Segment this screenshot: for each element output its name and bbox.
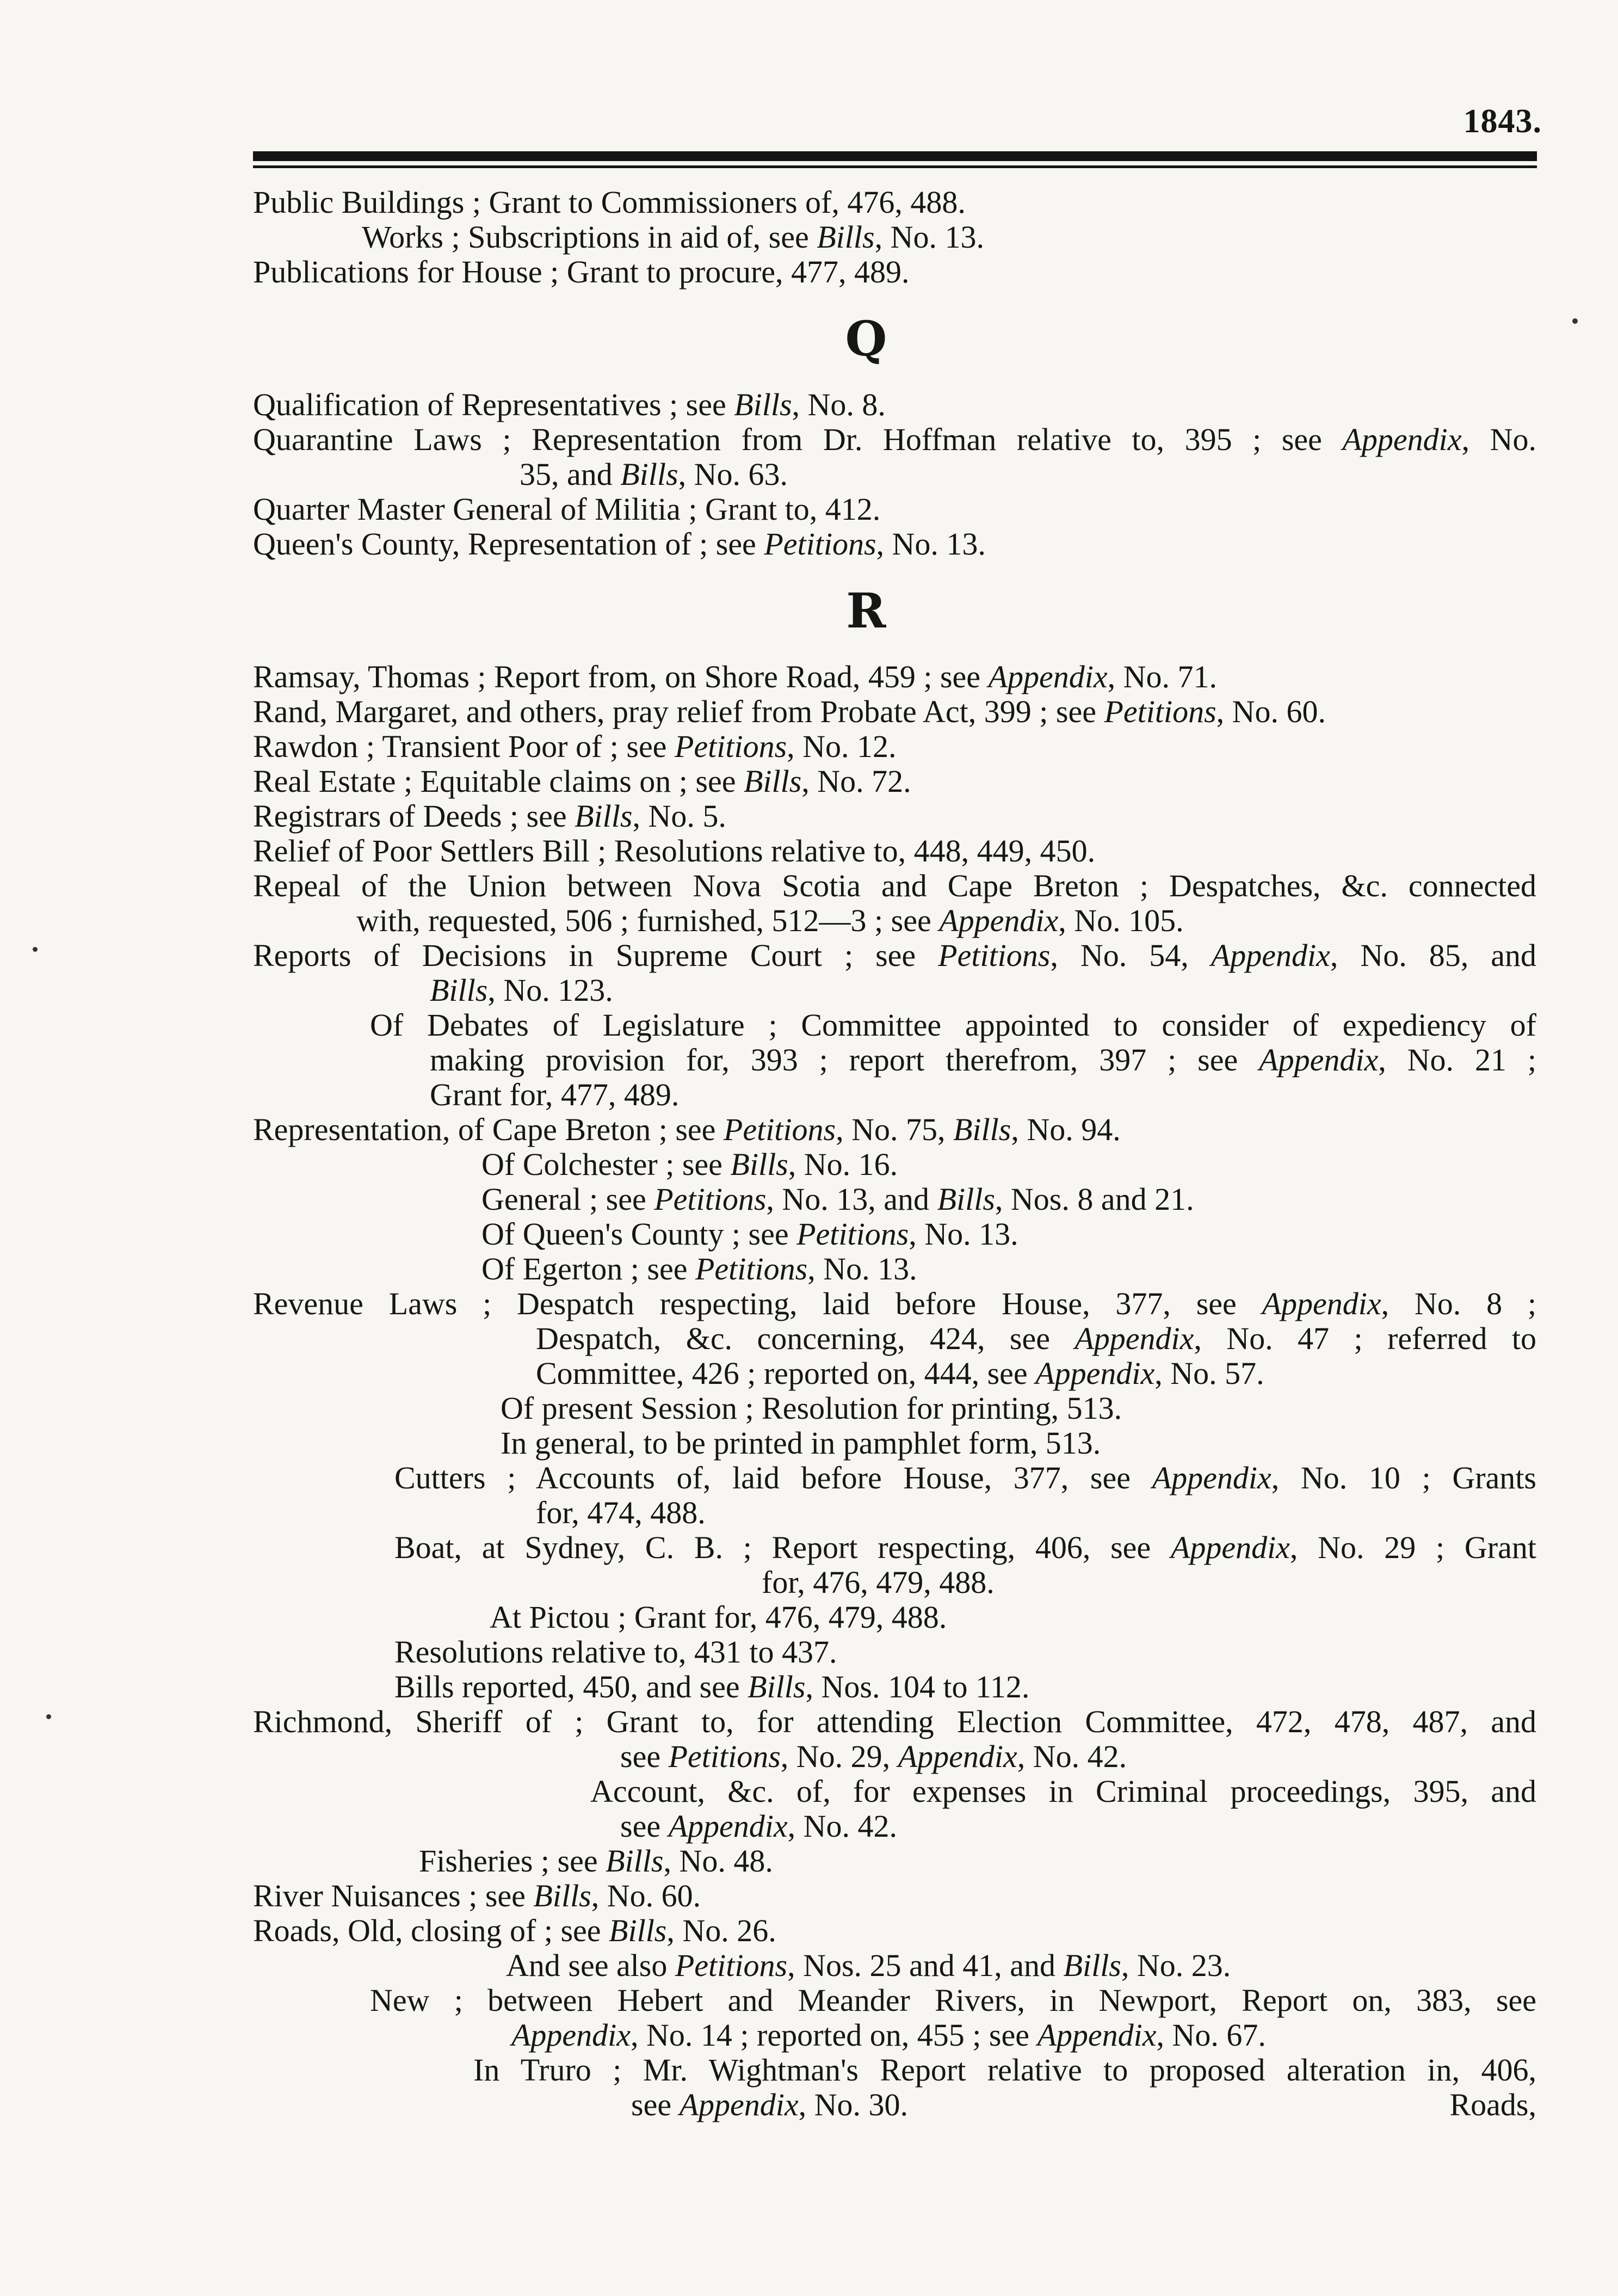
entry-text: Publications for House ; Grant to procure, 477, 489. bbox=[253, 254, 910, 290]
index-line bbox=[0, 255, 1618, 290]
italic-reference: Appendix bbox=[1259, 1043, 1379, 1078]
index-line bbox=[0, 660, 1618, 694]
index-line bbox=[0, 1495, 1618, 1530]
entry-text: Boat, at Sydney, C. B. ; Report respecting, 406, see bbox=[394, 1530, 1171, 1565]
entry-text: Works ; Subscriptions in aid of, see bbox=[362, 219, 817, 255]
index-line bbox=[0, 457, 1618, 492]
index-line bbox=[0, 1704, 1618, 1739]
entry-text: , No. 29, bbox=[780, 1739, 898, 1774]
index-line bbox=[0, 387, 1618, 422]
entry-text: Grant for, 477, 489. bbox=[430, 1077, 680, 1112]
entry-text: see bbox=[620, 1808, 669, 1844]
index-line bbox=[0, 1600, 1618, 1635]
index-line bbox=[0, 1217, 1618, 1252]
index-line bbox=[0, 1739, 1618, 1774]
italic-reference: Petitions bbox=[675, 1948, 788, 1983]
entry-text: , No. 5. bbox=[632, 798, 726, 834]
entry-text: At Pictou ; Grant for, 476, 479, 488. bbox=[490, 1599, 947, 1635]
entry-text: Fisheries ; see bbox=[419, 1843, 606, 1879]
entry-text: , No. 48. bbox=[663, 1843, 773, 1879]
italic-reference: Appendix bbox=[1152, 1461, 1271, 1495]
index-line bbox=[0, 1426, 1618, 1461]
index-line bbox=[0, 1983, 1618, 2018]
italic-reference: Appendix bbox=[1211, 938, 1330, 973]
index-line bbox=[0, 1879, 1618, 1913]
entry-text: , No. 13. bbox=[909, 1216, 1018, 1252]
entry-text: General ; see bbox=[481, 1181, 654, 1217]
index-line bbox=[0, 1147, 1618, 1182]
entry-text: Reports of Decisions in Supreme Court ; see bbox=[253, 938, 938, 973]
index-line bbox=[0, 869, 1618, 903]
index-line bbox=[0, 1321, 1618, 1356]
italic-reference: Bills bbox=[1063, 1948, 1121, 1983]
entry-text: , No. 10 ; Grants bbox=[1271, 1461, 1536, 1495]
index-entries bbox=[0, 185, 1618, 2122]
italic-reference: Appendix bbox=[679, 2087, 799, 2122]
index-line bbox=[0, 938, 1618, 973]
entry-text: 35, and bbox=[520, 457, 621, 492]
index-line bbox=[0, 1809, 1618, 1844]
entry-text: , No. 13. bbox=[807, 1251, 917, 1287]
italic-reference: Petitions bbox=[695, 1251, 808, 1287]
entry-text: , No. 123. bbox=[487, 972, 613, 1008]
index-line bbox=[0, 185, 1618, 220]
entry-text: Committee, 426 ; reported on, 444, see bbox=[536, 1356, 1036, 1391]
entry-text: Of present Session ; Resolution for printing, 513. bbox=[501, 1390, 1122, 1426]
index-line bbox=[0, 220, 1618, 255]
italic-reference: Appendix bbox=[1037, 2017, 1157, 2053]
index-line bbox=[0, 1670, 1618, 1704]
entry-text: Registrars of Deeds ; see bbox=[253, 798, 575, 834]
section-letter-r: R bbox=[846, 582, 886, 639]
entry-text: , No. 30. bbox=[798, 2087, 908, 2122]
entry-text: Rand, Margaret, and others, pray relief from Probate Act, 399 ; see bbox=[253, 694, 1104, 729]
index-line bbox=[0, 1356, 1618, 1391]
italic-reference: Bills bbox=[620, 457, 678, 492]
italic-reference: Appendix bbox=[1035, 1356, 1155, 1391]
entry-text: , No. 29 ; Grant bbox=[1289, 1530, 1536, 1565]
italic-reference: Bills bbox=[609, 1913, 667, 1948]
italic-reference: Petitions bbox=[764, 526, 876, 562]
entry-text: , Nos. 8 and 21. bbox=[995, 1181, 1194, 1217]
page-year: 1843. bbox=[1463, 103, 1542, 140]
entry-text: , No. 8. bbox=[792, 387, 886, 422]
italic-reference: Petitions bbox=[938, 938, 1051, 973]
header-rule-thin bbox=[253, 165, 1537, 168]
index-line bbox=[0, 1565, 1618, 1600]
index-line bbox=[0, 1008, 1618, 1043]
entry-text: with, requested, 506 ; furnished, 512—3 ; see bbox=[356, 903, 940, 938]
entry-text: Roads, Old, closing of ; see bbox=[253, 1913, 609, 1948]
index-line bbox=[0, 1774, 1618, 1809]
entry-text: , No. 67. bbox=[1156, 2017, 1266, 2053]
entry-text: Public Buildings ; Grant to Commissioners of, 476, 488. bbox=[253, 184, 966, 220]
index-line bbox=[0, 1948, 1618, 1983]
entry-text: , No. 60. bbox=[591, 1878, 701, 1913]
entry-text: , No. 94. bbox=[1011, 1112, 1121, 1147]
entry-text: , No. 85, and bbox=[1330, 938, 1537, 973]
entry-text: , No. 63. bbox=[678, 457, 788, 492]
entry-text: Quarter Master General of Militia ; Grant to, 412. bbox=[253, 491, 881, 527]
index-line bbox=[0, 2053, 1618, 2088]
entry-text: , No. 16. bbox=[788, 1147, 898, 1182]
index-line bbox=[0, 1844, 1618, 1879]
entry-text: New ; between Hebert and Meander Rivers, in Newport, Report on, 383, see bbox=[370, 1983, 1536, 2018]
index-line bbox=[0, 492, 1618, 527]
entry-text: , No. 57. bbox=[1154, 1356, 1264, 1391]
entry-text: , No. 12. bbox=[787, 729, 897, 764]
entry-text: In Truro ; Mr. Wightman's Report relative to proposed alteration in, 406, bbox=[473, 2053, 1536, 2088]
entry-text: Account, &c. of, for expenses in Criminal proceedings, 395, and bbox=[590, 1774, 1536, 1809]
entry-text: , No. 47 ; referred to bbox=[1194, 1321, 1536, 1356]
entry-text: , No. 21 ; bbox=[1378, 1043, 1537, 1078]
italic-reference: Appendix bbox=[1342, 422, 1462, 457]
italic-reference: Appendix bbox=[511, 2017, 631, 2053]
entry-text: making provision for, 393 ; report therefrom, 397 ; see bbox=[430, 1043, 1259, 1078]
italic-reference: Bills bbox=[734, 387, 792, 422]
entry-text: , No. bbox=[1461, 422, 1536, 457]
index-line bbox=[0, 799, 1618, 834]
index-line bbox=[0, 1043, 1618, 1078]
section-letter-q: Q bbox=[845, 310, 887, 367]
entry-text: In general, to be printed in pamphlet form, 513. bbox=[501, 1425, 1101, 1461]
italic-reference: Appendix bbox=[1262, 1287, 1381, 1321]
entry-text: Queen's County, Representation of ; see bbox=[253, 526, 764, 562]
index-line bbox=[0, 1252, 1618, 1287]
entry-text: , Nos. 25 and 41, and bbox=[787, 1948, 1064, 1983]
italic-reference: Appendix bbox=[1074, 1321, 1194, 1356]
entry-text: Repeal of the Union between Nova Scotia and Cape Breton ; Despatches, &c. connected bbox=[253, 869, 1536, 903]
entry-text: Representation, of Cape Breton ; see bbox=[253, 1112, 724, 1147]
index-line bbox=[0, 1287, 1618, 1321]
index-line bbox=[0, 834, 1618, 869]
entry-text: Real Estate ; Equitable claims on ; see bbox=[253, 764, 744, 799]
italic-reference: Bills bbox=[730, 1147, 788, 1182]
italic-reference: Petitions bbox=[668, 1739, 781, 1774]
index-line bbox=[0, 1078, 1618, 1112]
entry-text: Of Debates of Legislature ; Committee appointed to consider of expediency of bbox=[370, 1008, 1536, 1043]
entry-text: River Nuisances ; see bbox=[253, 1878, 534, 1913]
entry-text: , No. 72. bbox=[801, 764, 911, 799]
index-line bbox=[0, 2088, 1618, 2122]
entry-text: Resolutions relative to, 431 to 437. bbox=[394, 1634, 837, 1670]
index-line bbox=[0, 1530, 1618, 1565]
italic-reference: Appendix bbox=[898, 1739, 1017, 1774]
italic-reference: Petitions bbox=[723, 1112, 836, 1147]
entry-text: see bbox=[631, 2087, 680, 2122]
index-line bbox=[0, 1112, 1618, 1147]
italic-reference: Bills bbox=[575, 798, 633, 834]
italic-reference: Bills bbox=[748, 1669, 806, 1704]
entry-text: for, 476, 479, 488. bbox=[762, 1565, 995, 1600]
entry-text: , No. 13, and bbox=[766, 1181, 937, 1217]
index-line bbox=[0, 1461, 1618, 1495]
index-line bbox=[0, 1635, 1618, 1670]
index-line bbox=[0, 422, 1618, 457]
index-line bbox=[0, 729, 1618, 764]
entry-text: Bills reported, 450, and see bbox=[394, 1669, 748, 1704]
italic-reference: Petitions bbox=[796, 1216, 909, 1252]
entry-text: , No. 54, bbox=[1050, 938, 1211, 973]
italic-reference: Appendix bbox=[1170, 1530, 1290, 1565]
italic-reference: Petitions bbox=[674, 729, 787, 764]
italic-reference: Appendix bbox=[668, 1808, 788, 1844]
italic-reference: Appendix bbox=[939, 903, 1059, 938]
index-line bbox=[0, 973, 1618, 1008]
entry-text: Quarantine Laws ; Representation from Dr. Hoffman relative to, 395 ; see bbox=[253, 422, 1343, 457]
header-rule-thick bbox=[253, 151, 1537, 161]
italic-reference: Bills bbox=[743, 764, 802, 799]
entry-text: Ramsay, Thomas ; Report from, on Shore Road, 459 ; see bbox=[253, 659, 989, 694]
entry-text: , No. 13. bbox=[876, 526, 986, 562]
italic-reference: Bills bbox=[953, 1112, 1011, 1147]
index-line bbox=[0, 694, 1618, 729]
entry-text: Qualification of Representatives ; see bbox=[253, 387, 734, 422]
entry-text: , No. 75, bbox=[836, 1112, 953, 1147]
entry-text: , No. 42. bbox=[1017, 1739, 1127, 1774]
entry-text: Revenue Laws ; Despatch respecting, laid before House, 377, see bbox=[253, 1287, 1262, 1321]
index-line bbox=[0, 903, 1618, 938]
entry-text: , Nos. 104 to 112. bbox=[805, 1669, 1030, 1704]
entry-text: , No. 60. bbox=[1216, 694, 1326, 729]
italic-reference: Bills bbox=[533, 1878, 591, 1913]
entry-text: , No. 14 ; reported on, 455 ; see bbox=[631, 2017, 1038, 2053]
entry-text: And see also bbox=[506, 1948, 675, 1983]
entry-text: , No. 105. bbox=[1058, 903, 1184, 938]
entry-text: see bbox=[620, 1739, 669, 1774]
index-line bbox=[0, 1391, 1618, 1426]
catchword: Roads, bbox=[1449, 2087, 1536, 2122]
index-line bbox=[0, 527, 1618, 562]
entry-text: Despatch, &c. concerning, 424, see bbox=[536, 1321, 1075, 1356]
entry-text: Richmond, Sheriff of ; Grant to, for attending Election Committee, 472, 478, 487, and bbox=[253, 1704, 1536, 1739]
italic-reference: Petitions bbox=[1104, 694, 1216, 729]
italic-reference: Bills bbox=[817, 219, 875, 255]
entry-text: for, 474, 488. bbox=[536, 1495, 706, 1530]
entry-text: Of Egerton ; see bbox=[481, 1251, 695, 1287]
entry-text: Of Colchester ; see bbox=[481, 1147, 731, 1182]
entry-text: , No. 42. bbox=[787, 1808, 897, 1844]
index-line bbox=[0, 1913, 1618, 1948]
italic-reference: Bills bbox=[430, 972, 488, 1008]
entry-text: , No. 71. bbox=[1107, 659, 1217, 694]
entry-text: , No. 23. bbox=[1121, 1948, 1231, 1983]
entry-text: Cutters ; Accounts of, laid before House, 377, see bbox=[394, 1461, 1152, 1495]
entry-text: , No. 8 ; bbox=[1381, 1287, 1537, 1321]
entry-text: Of Queen's County ; see bbox=[481, 1216, 797, 1252]
index-line bbox=[0, 1182, 1618, 1217]
italic-reference: Bills bbox=[937, 1181, 995, 1217]
index-line bbox=[0, 2018, 1618, 2053]
italic-reference: Bills bbox=[606, 1843, 664, 1879]
entry-text: Rawdon ; Transient Poor of ; see bbox=[253, 729, 675, 764]
index-line bbox=[0, 764, 1618, 799]
entry-text: , No. 26. bbox=[666, 1913, 776, 1948]
italic-reference: Petitions bbox=[654, 1181, 767, 1217]
entry-text: Relief of Poor Settlers Bill ; Resolutions relative to, 448, 449, 450. bbox=[253, 833, 1096, 869]
italic-reference: Appendix bbox=[988, 659, 1108, 694]
entry-text: , No. 13. bbox=[874, 219, 984, 255]
